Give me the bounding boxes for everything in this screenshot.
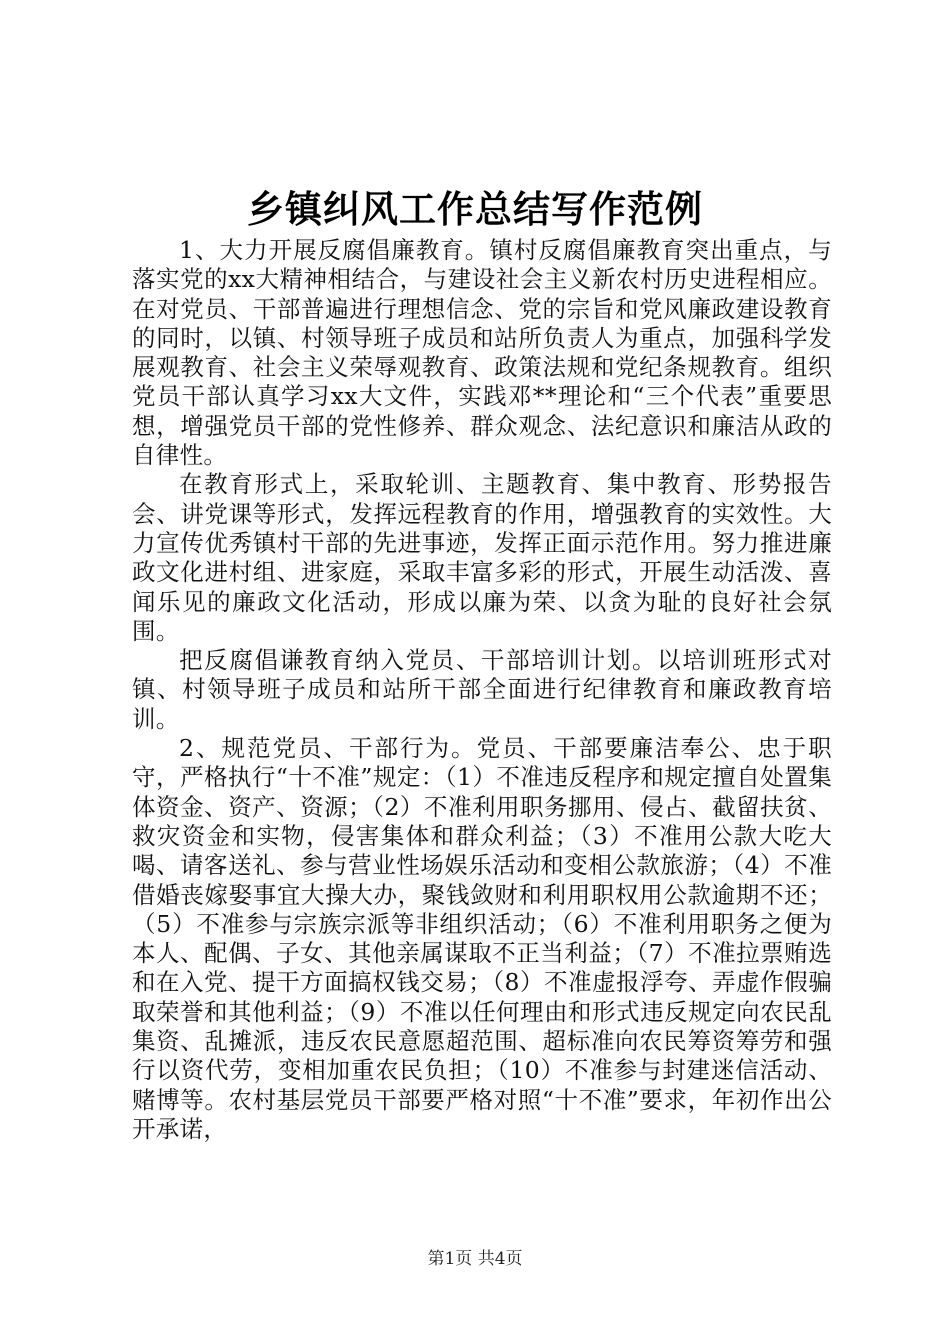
document-body: [132, 236, 832, 1144]
page-number-footer: 第1页 共4页: [427, 1249, 523, 1269]
document-title: 乡镇纠风工作总结写作范例: [247, 188, 703, 231]
paragraph-2: 在教育形式上，采取轮训、主题教育、集中教育、形势报告会、讲党课等形式，发挥远程教育的作用，增强教育的实效性。大力宣传优秀镇村干部的先进事迹，发挥正面示范作用。努力推进廉政文化进村组、进家庭，采取丰富多彩的形式，开展生动活泼、喜闻乐见的廉政文化活动，形成以廉为荣、以贪为耻的良好社会氛围。: [132, 470, 832, 645]
paragraph-1: 1、大力开展反腐倡廉教育。镇村反腐倡廉教育突出重点，与落实党的xx大精神相结合，与建设社会主义新农村历史进程相应。在对党员、干部普遍进行理想信念、党的宗旨和党风廉政建设教育的同时，以镇、村领导班子成员和站所负责人为重点，加强科学发展观教育、社会主义荣辱观教育、政策法规和党纪条规教育。组织党员干部认真学习xx大文件，实践邓**理论和“三个代表”重要思想，增强党员干部的党性修养、群众观念、法纪意识和廉洁从政的自律性。: [132, 236, 832, 470]
paragraph-4: 2、规范党员、干部行为。党员、干部要廉洁奉公、忠于职守，严格执行“十不准”规定：（1）不准违反程序和规定擅自处置集体资金、资产、资源；（2）不准利用职务挪用、侵占、截留扶贫、救灾资金和实物，侵害集体和群众利益；（3）不准用公款大吃大喝、请客送礼、参与营业性场娱乐活动和变相公款旅游；（4）不准借婚丧嫁娶事宜大操大办，聚钱敛财和利用职权用公款逾期不还；（5）不准参与宗族宗派等非组织活动；（6）不准利用职务之便为本人、配偶、子女、其他亲属谋取不正当利益；（7）不准拉票贿选和在入党、提干方面搞权钱交易；（8）不准虚报浮夸、弄虚作假骗取荣誉和其他利益；（9）不准以任何理由和形式违反规定向农民乱集资、乱摊派，违反农民意愿超范围、超标准向农民筹资筹劳和强行以资代劳，变相加重农民负担；（10）不准参与封建迷信活动、赌博等。农村基层党员干部要严格对照“十不准”要求，年初作出公开承诺，: [132, 734, 832, 1143]
paragraph-3: 把反腐倡谦教育纳入党员、干部培训计划。以培训班形式对镇、村领导班子成员和站所干部全面进行纪律教育和廉政教育培训。: [132, 646, 832, 733]
